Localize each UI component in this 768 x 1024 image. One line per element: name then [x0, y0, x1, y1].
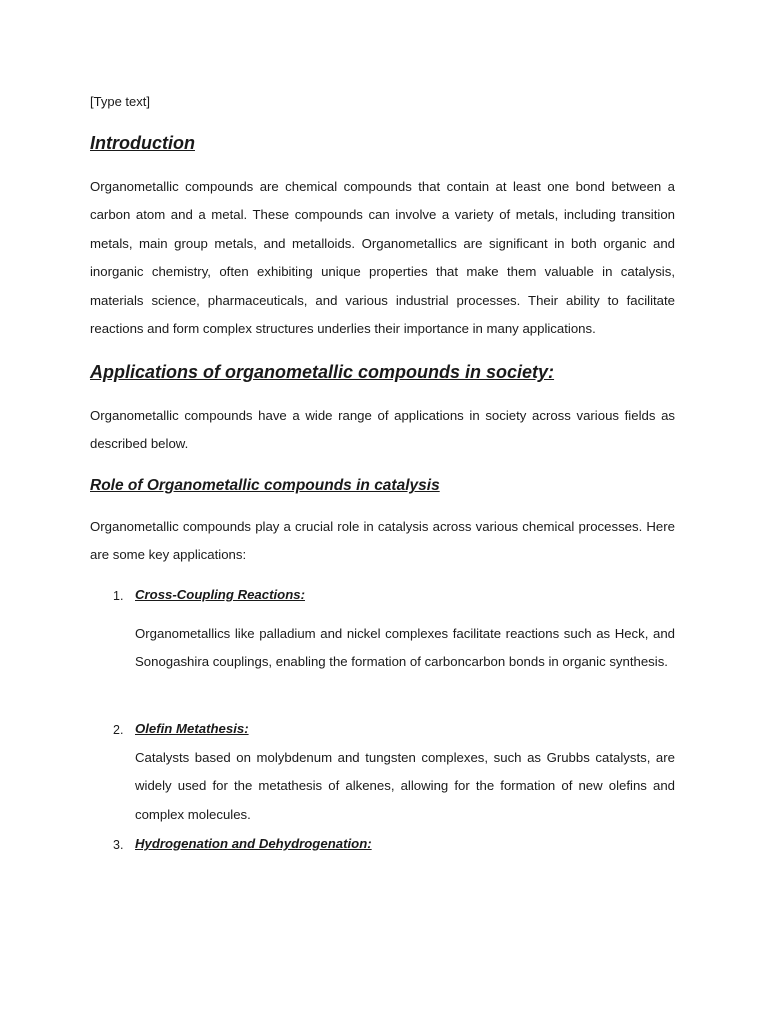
list-item-number: 1. [113, 589, 124, 603]
introduction-heading: Introduction [90, 133, 195, 153]
list-item-number: 3. [113, 838, 124, 852]
list-item-number: 2. [113, 723, 124, 737]
list-item-title: Cross-Coupling Reactions: [135, 587, 305, 602]
applications-paragraph: Organometallic compounds have a wide range of applications in society across various fields as described below. [90, 408, 675, 452]
applications-heading: Applications of organometallic compounds in society: [90, 362, 555, 382]
list-item-text: Catalysts based on molybdenum and tungsten complexes, such as Grubbs catalysts, are widely used for the metathesis of alkenes, allowing for the formation of new olefins and complex molecules. [135, 750, 675, 822]
introduction-paragraph: Organometallic compounds are chemical compounds that contain at least one bond between a carbon atom and a metal. These compounds can involve a variety of metals, including transition metals, main group metals, and metalloids. Organometallics are significant in both organic and inorganic chemistry, often exhibiting unique properties that make them valuable in catalysis, materials science, pharmaceuticals, and various industrial processes. Their ability to facilitate reactions and form complex structures underlies their importance in many applications. [90, 179, 675, 337]
list-item-title: Olefin Metathesis: [135, 721, 249, 736]
list-item-title: Hydrogenation and Dehydrogenation: [135, 836, 372, 851]
header-placeholder[interactable]: [Type text] [90, 94, 150, 109]
catalysis-heading: Role of Organometallic compounds in catalysis [90, 477, 440, 494]
list-item-text: Organometallics like palladium and nickel complexes facilitate reactions such as Heck, and Sonogashira couplings, enabling the formation of carboncarbon bonds in organic synthesis. [135, 626, 675, 670]
catalysis-paragraph: Organometallic compounds play a crucial role in catalysis across various chemical processes. Here are some key applications: [90, 519, 675, 563]
